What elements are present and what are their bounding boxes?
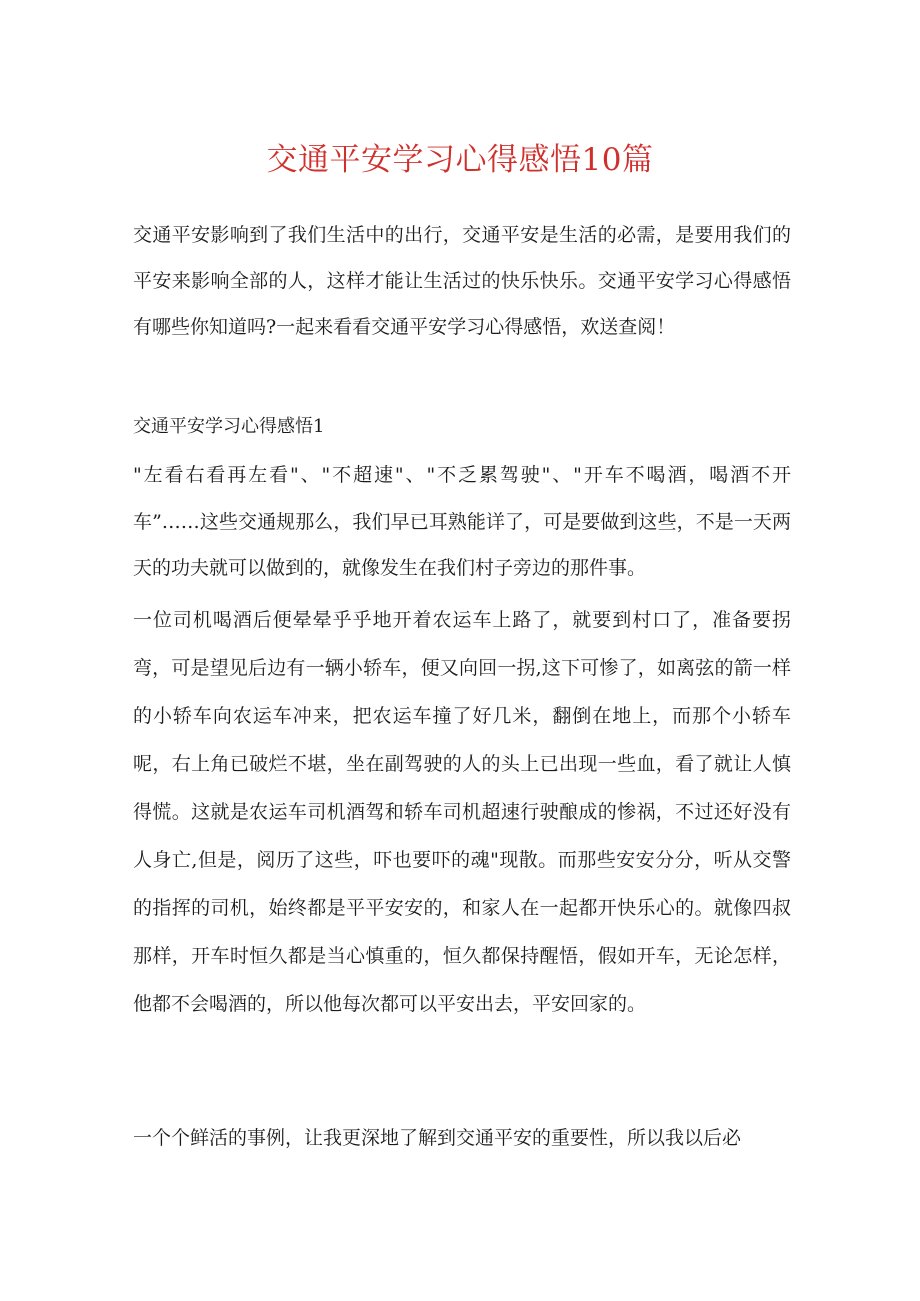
body-paragraph-3: 一个个鲜活的事例，让我更深地了解到交通平安的重要性，所以我以后必 [133, 1127, 742, 1149]
body-paragraph-2: 一位司机喝酒后便晕晕乎乎地开着农运车上路了，就要到村口了，准备要拐弯，可是望见后边有一辆小轿车，便又向回一拐,这下可惨了，如离弦的箭一样的小轿车向农运车冲来，把农运车撞了好几米，翻倒在地上，而那个小轿车呢，右上角已破烂不堪，坐在副驾驶的人的头上已出现一些血，看了就让人慎得慌。这就是农运车司机酒驾和轿车司机超速行驶酿成的惨祸，不过还好没有人身亡,但是，阅历了这些，吓也要吓的魂"现散。而那些安安分分，听从交警的指挥的司机，始终都是平平安安的，和家人在一起都开快乐心的。就像四叔那样，开车时恒久都是当心慎重的，恒久都保持醒悟，假如开车，无论怎样，他都不会喝酒的，所以他每次都可以平安出去，平安回家的。 [133, 609, 791, 1015]
section-heading: 交通平安学习心得感悟1 [133, 416, 325, 437]
document-title: 交通平安学习心得感悟10篇 [266, 142, 654, 178]
body-paragraph-1: "左看右看再左看"、"不超速"、"不乏累驾驶"、"开车不喝酒，喝酒不开车”……这些交通规那么，我们早已耳熟能详了，可是要做到这些，不是一天两天的功夫就可以做到的，就像发生在我们村子旁边的那件事。 [133, 464, 791, 580]
intro-paragraph: 交通平安影响到了我们生活中的出行，交通平安是生活的必需，是要用我们的平安来影响全部的人，这样才能让生活过的快乐快乐。交通平安学习心得感悟有哪些你知道吗?一起来看看交通平安学习心得感悟，欢送查阅！ [133, 224, 791, 338]
